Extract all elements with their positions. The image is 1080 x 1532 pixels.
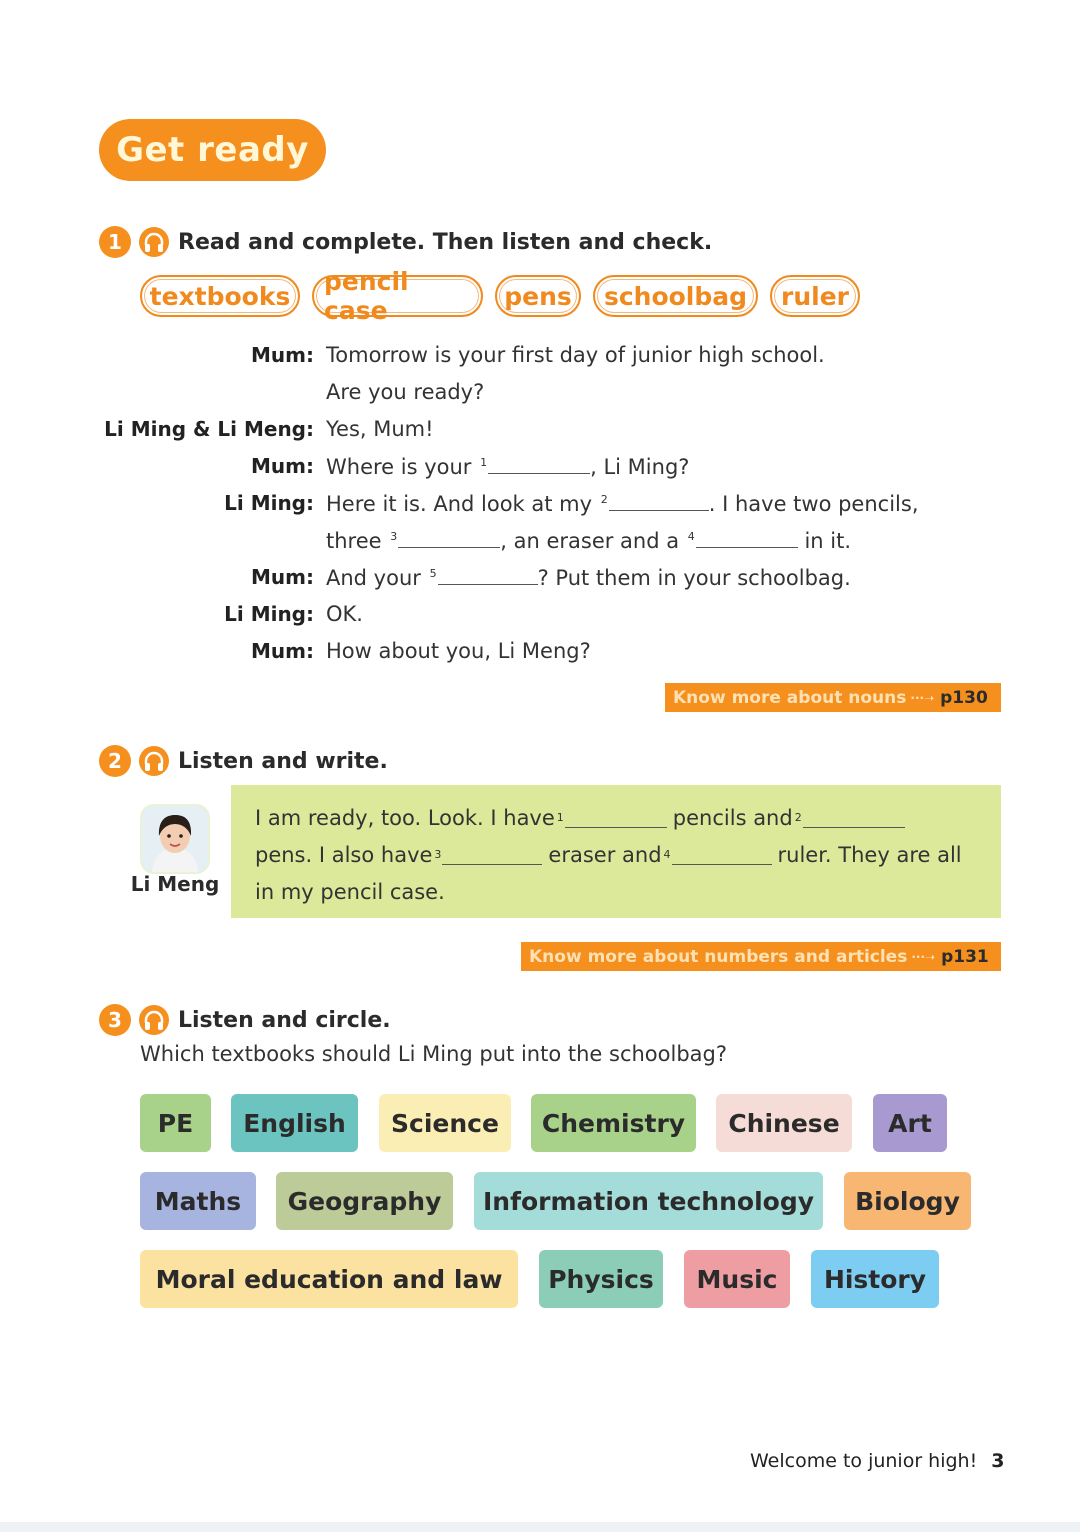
speaker: Li Ming: bbox=[224, 601, 314, 626]
dialogue-line bbox=[90, 336, 990, 373]
line-text: Tomorrow is your first day of junior high school. bbox=[326, 342, 825, 367]
dialogue-line bbox=[90, 410, 990, 447]
line-text: Are you ready? bbox=[326, 379, 485, 404]
subject-tile[interactable]: English bbox=[231, 1094, 358, 1152]
character-name: Li Meng bbox=[130, 872, 220, 896]
subject-tile[interactable]: Information technology bbox=[474, 1172, 823, 1230]
line-text: in my pencil case. bbox=[255, 879, 445, 904]
speaker: Mum: bbox=[251, 564, 314, 589]
section-number-badge: 2 bbox=[99, 745, 131, 777]
section-instruction: Read and complete. Then listen and check. bbox=[178, 229, 713, 255]
line-text: Where is your bbox=[326, 454, 472, 479]
line-text: in it. bbox=[797, 528, 852, 553]
section-3-header bbox=[99, 1003, 391, 1037]
subject-tile[interactable]: Maths bbox=[140, 1172, 256, 1230]
answer-blank[interactable] bbox=[803, 807, 905, 828]
speech-line bbox=[255, 836, 977, 873]
know-more-link[interactable] bbox=[665, 683, 1001, 712]
answer-blank[interactable] bbox=[672, 844, 772, 865]
word-chip: pencil case bbox=[312, 275, 483, 317]
speech-line bbox=[255, 799, 977, 836]
avatar bbox=[140, 804, 210, 874]
blank-number: 1 bbox=[556, 811, 564, 824]
question-text: Which textbooks should Li Ming put into the schoolbag? bbox=[140, 1042, 728, 1066]
line-text: Yes, Mum! bbox=[326, 416, 434, 441]
section-title-pill: Get ready bbox=[99, 119, 326, 181]
answer-blank[interactable] bbox=[696, 527, 798, 548]
speech-box bbox=[231, 785, 1001, 918]
know-more-label: Know more about numbers and articles bbox=[529, 946, 908, 967]
blank-number: 1 bbox=[480, 455, 488, 469]
answer-blank[interactable] bbox=[438, 564, 538, 585]
page-reference: p131 bbox=[941, 946, 989, 967]
word-chip: schoolbag bbox=[593, 275, 758, 317]
subject-tile[interactable]: Chinese bbox=[716, 1094, 852, 1152]
subject-tile[interactable]: Chemistry bbox=[531, 1094, 696, 1152]
dialogue-line bbox=[90, 558, 990, 595]
headphone-icon[interactable] bbox=[138, 1004, 170, 1036]
subject-tile[interactable]: Moral education and law bbox=[140, 1250, 518, 1308]
blank-number: 3 bbox=[390, 529, 398, 543]
speaker: Li Ming & Li Meng: bbox=[104, 416, 314, 441]
section-number-badge: 3 bbox=[99, 1004, 131, 1036]
answer-blank[interactable] bbox=[398, 527, 500, 548]
line-text: eraser and bbox=[548, 842, 662, 867]
dialogue-line bbox=[90, 373, 990, 410]
line-text: pens. I also have bbox=[255, 842, 433, 867]
line-text: ruler. They are all bbox=[777, 842, 962, 867]
section-number-badge: 1 bbox=[99, 226, 131, 258]
line-text: ? Put them in your schoolbag. bbox=[537, 565, 851, 590]
speaker: Mum: bbox=[251, 638, 314, 663]
footer-text: Welcome to junior high! bbox=[750, 1450, 978, 1472]
page-footer bbox=[750, 1450, 1004, 1472]
subject-tile[interactable]: PE bbox=[140, 1094, 211, 1152]
know-more-link[interactable] bbox=[521, 942, 1001, 971]
word-bank bbox=[140, 267, 860, 325]
headphone-icon[interactable] bbox=[138, 745, 170, 777]
girl-portrait-icon bbox=[142, 806, 208, 872]
line-text: How about you, Li Meng? bbox=[326, 638, 591, 663]
blank-number: 2 bbox=[794, 811, 802, 824]
subject-tile[interactable]: History bbox=[811, 1250, 939, 1308]
dialogue-line bbox=[90, 484, 990, 521]
arrow-icon: ···➝ bbox=[910, 690, 935, 705]
dialogue-line bbox=[90, 447, 990, 484]
speaker: Mum: bbox=[251, 453, 314, 478]
line-text: Here it is. And look at my bbox=[326, 491, 593, 516]
section-instruction: Listen and write. bbox=[178, 748, 388, 774]
line-text: I am ready, too. Look. I have bbox=[255, 805, 555, 830]
blank-number: 4 bbox=[663, 848, 671, 861]
answer-blank[interactable] bbox=[442, 844, 542, 865]
blank-number: 4 bbox=[687, 529, 695, 543]
line-text: OK. bbox=[326, 601, 363, 626]
word-chip: ruler bbox=[770, 275, 860, 317]
line-text: , Li Ming? bbox=[590, 454, 690, 479]
dialogue-line bbox=[90, 521, 990, 558]
answer-blank[interactable] bbox=[609, 490, 709, 511]
arrow-icon: ···➝ bbox=[911, 949, 936, 964]
dialogue-line bbox=[90, 632, 990, 669]
section-1-header bbox=[99, 225, 712, 259]
blank-number: 2 bbox=[600, 492, 608, 506]
line-text: And your bbox=[326, 565, 421, 590]
answer-blank[interactable] bbox=[565, 807, 667, 828]
bottom-strip bbox=[0, 1522, 1080, 1532]
subject-tile[interactable]: Music bbox=[684, 1250, 790, 1308]
word-chip: pens bbox=[495, 275, 581, 317]
subject-tile[interactable]: Biology bbox=[844, 1172, 971, 1230]
word-chip: textbooks bbox=[140, 275, 300, 317]
subject-tile[interactable]: Geography bbox=[276, 1172, 453, 1230]
section-instruction: Listen and circle. bbox=[178, 1007, 391, 1033]
page-reference: p130 bbox=[940, 687, 988, 708]
line-text: , an eraser and a bbox=[500, 528, 680, 553]
line-text: pencils and bbox=[672, 805, 793, 830]
subject-tile[interactable]: Science bbox=[379, 1094, 511, 1152]
page-number: 3 bbox=[991, 1450, 1005, 1472]
know-more-label: Know more about nouns bbox=[673, 687, 907, 708]
blank-number: 3 bbox=[434, 848, 442, 861]
headphone-icon[interactable] bbox=[138, 226, 170, 258]
line-text: three bbox=[326, 528, 382, 553]
line-text: . I have two pencils, bbox=[708, 491, 919, 516]
section-2-header bbox=[99, 744, 388, 778]
subject-tile[interactable]: Physics bbox=[539, 1250, 663, 1308]
dialogue-line bbox=[90, 595, 990, 632]
speech-line bbox=[255, 873, 977, 910]
dialogue bbox=[90, 336, 990, 669]
blank-number: 5 bbox=[429, 566, 437, 580]
answer-blank[interactable] bbox=[488, 453, 590, 474]
speaker: Li Ming: bbox=[224, 490, 314, 515]
subject-tile[interactable]: Art bbox=[873, 1094, 947, 1152]
speaker: Mum: bbox=[251, 342, 314, 367]
